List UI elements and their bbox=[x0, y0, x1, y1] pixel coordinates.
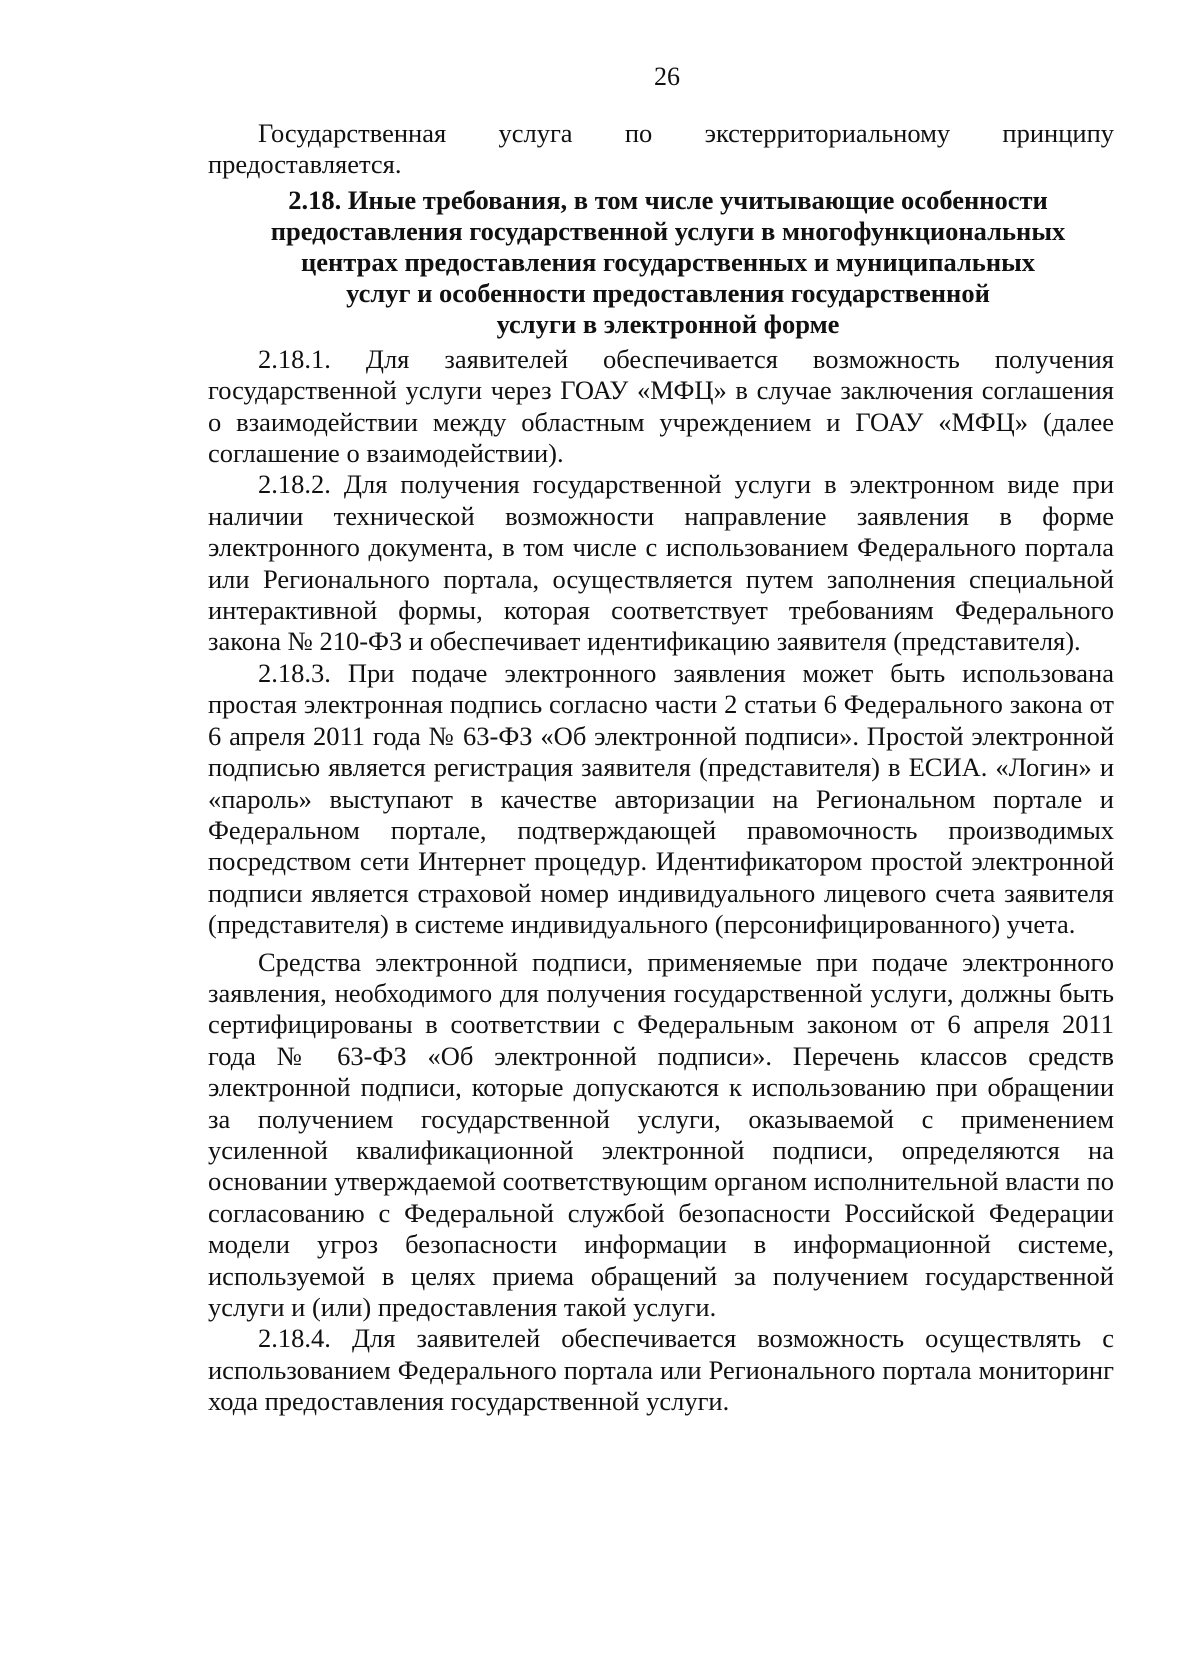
heading-line: 2.18. Иные требования, в том числе учитывающие особенности bbox=[288, 184, 1048, 215]
heading-line: предоставления государственной услуги в многофункциональных bbox=[270, 215, 1066, 246]
paragraph-2-18-2: 2.18.2. Для получения государственной услуги в электронном виде при наличии технической возможности направление заявления в форме электронного документа, в том числе с использованием Федерального портала или Регионального портала, осуществляется путем заполнения специальной интерактивной формы, которая соответствует требованиям Федерального закона № 210-ФЗ и обеспечивает идентификацию заявителя (представителя). bbox=[208, 469, 1114, 657]
paragraph-signature-means: Средства электронной подписи, применяемые при подаче электронного заявления, необходимого для получения государственной услуги, должны быть сертифицированы в соответствии с Федеральным законом от 6 апреля 2011 года № 63-ФЗ «Об электронной подписи». Перечень классов средств электронной подписи, которые допускаются к использованию при обращении за получением государственной услуги, оказываемой с применением усиленной квалификационной электронной подписи, определяются на основании утверждаемой соответствующим органом исполнительной власти по согласованию с Федеральной службой безопасности Российской Федерации модели угроз безопасности информации в информационной системе, используемой в целях приема обращений за получением государственной услуги и (или) предоставления такой услуги. bbox=[208, 946, 1114, 1322]
heading-line: услуг и особенности предоставления государственной bbox=[346, 277, 990, 308]
section-heading-2-18 bbox=[208, 185, 1114, 340]
page-number: 26 bbox=[654, 62, 680, 91]
paragraph-2-18-3: 2.18.3. При подаче электронного заявления может быть использована простая электронная подпись согласно части 2 статьи 6 Федерального закона от 6 апреля 2011 года № 63-ФЗ «Об электронной подписи». Простой электронной подписью является регистрация заявителя (представителя) в ЕСИА. «Логин» и «пароль» выступают в качестве авторизации на Региональном портале и Федеральном портале, подтверждающей правомочность производимых посредством сети Интернет процедур. Идентификатором простой электронной подписи является страховой номер индивидуального лицевого счета заявителя (представителя) в системе индивидуального (персонифицированного) учета. bbox=[208, 657, 1114, 940]
paragraph-extraterritorial: Государственная услуга по экстерриториальному принципу предоставляется. bbox=[208, 118, 1114, 180]
heading-line: центрах предоставления государственных и муниципальных bbox=[300, 246, 1036, 277]
paragraph-2-18-4: 2.18.4. Для заявителей обеспечивается возможность осуществлять с использованием Федерального портала или Регионального портала мониторинг хода предоставления государственной услуги. bbox=[208, 1323, 1114, 1417]
paragraph-2-18-1: 2.18.1. Для заявителей обеспечивается возможность получения государственной услуги через ГОАУ «МФЦ» в случае заключения соглашения о взаимодействии между областным учреждением и ГОАУ «МФЦ» (далее соглашение о взаимодействии). bbox=[208, 343, 1114, 469]
heading-line: услуги в электронной форме bbox=[496, 308, 840, 339]
document-body bbox=[208, 118, 1114, 1418]
